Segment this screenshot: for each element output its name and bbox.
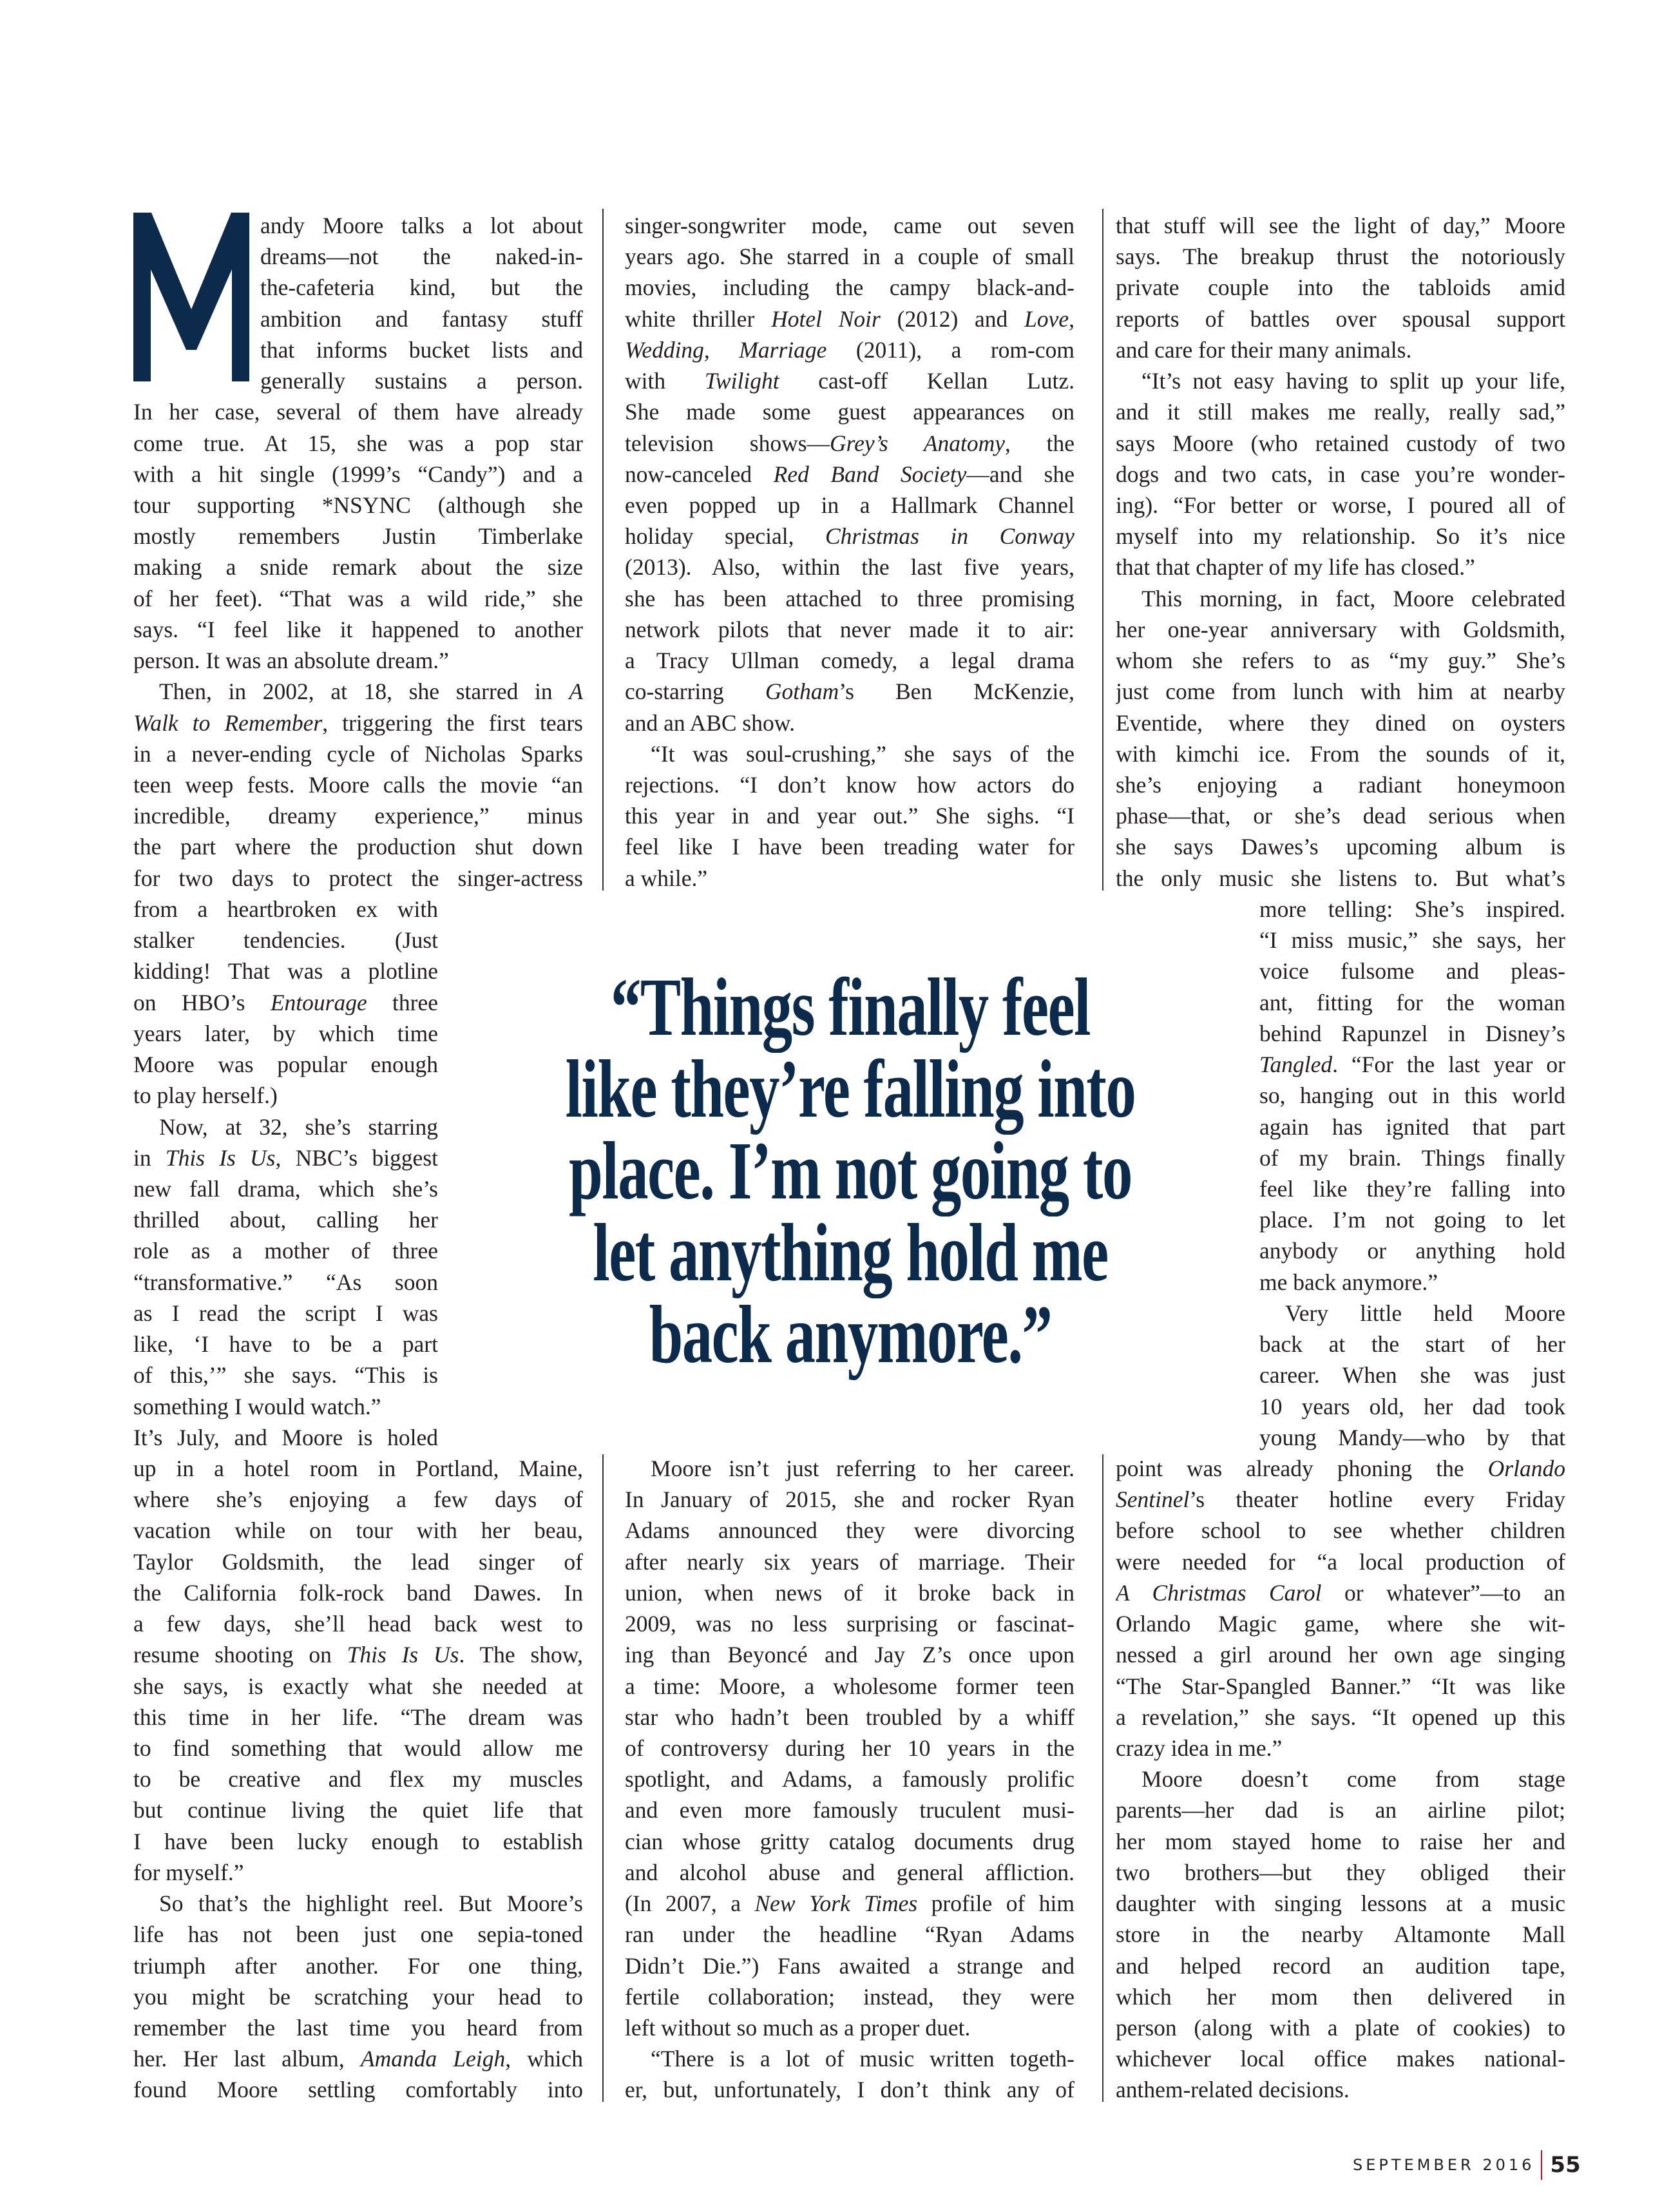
text-line: daughter with singing lessons at a music [1116,1890,1565,1917]
text-line [1116,1484,1565,1515]
text-line: to find something that would allow me [133,1735,583,1761]
text-line: feel like they’re falling into [1259,1175,1565,1202]
text-line: and helped record an audition tape, [1116,1952,1565,1979]
text-run: . “For the last year or [1332,1052,1565,1078]
text-line: vacation while on tour with her beau, [133,1517,583,1544]
text-line: just come from lunch with him at nearby [1116,678,1565,705]
text-line: nessed a girl around her own age singing [1116,1642,1565,1668]
text-line: anthem-related decisions. [1116,2077,1350,2103]
text-line: Moore isn’t just referring to her career. [651,1456,1074,1481]
text-run: (In 2007, a [625,1890,755,1917]
text-line: Moore was popular enough [133,1052,438,1078]
text-run: , triggering the first tears [322,709,583,736]
text-line: stalker tendencies. (Just [133,927,438,954]
text-line: Taylor Goldsmith, the lead singer of [133,1548,583,1575]
text-line: “There is a lot of music written togeth- [651,2046,1074,2072]
pull-quote-line: place. I’m not going to [569,1125,1132,1217]
text-line: remember the last time you heard from [133,2014,583,2041]
text-run: Then, in 2002, at 18, she starred in [159,678,569,705]
text-line: mostly remembers Justin Timberlake [133,523,583,550]
pull-quote-line: back anymore.” [649,1289,1052,1380]
text-line: and alcohol abuse and general affliction. [625,1859,1074,1885]
text-line [133,707,583,738]
italic-title: New York Times [754,1890,918,1917]
issue-date: SEPTEMBER 2016 [1353,2156,1535,2174]
text-line [625,428,1074,459]
text-line: years ago. She starred in a couple of small [625,244,1074,270]
text-line: for myself.” [133,1859,244,1885]
text-line: Adams announced they were divorcing [625,1517,1074,1544]
text-line: the part where the production shut down [133,834,583,860]
text-line: of this,’” she says. “This is [133,1362,438,1389]
text-line: of her feet). “That was a wild ride,” she [133,585,583,611]
column-1-bottom [133,1453,583,2106]
column-2-top [625,210,1074,894]
text-run: (2011), a rom-com [826,336,1074,363]
text-line: place. I’m not going to let [1259,1207,1565,1233]
text-line: reports of battles over spousal support [1116,305,1565,332]
text-line: come true. At 15, she was a pop star [133,430,583,456]
italic-title: A [569,678,583,705]
text-line: person. It was an absolute dream.” [133,648,449,674]
text-line: more telling: She’s inspired. [1259,896,1565,922]
text-line: found Moore settling comfortably into [133,2077,583,2103]
text-run: with [625,368,705,394]
text-line: incredible, dreamy experience,” minus [133,803,583,829]
italic-title: Amanda Leigh [360,2046,506,2072]
text-line: her mom stayed home to raise her and [1116,1828,1565,1854]
text-line: again has ignited that part [1259,1113,1565,1140]
text-line: the only music she listens to. But what’s [1116,865,1565,891]
text-line: this time in her life. “The dream was [133,1704,583,1730]
text-line: ant, fitting for the woman [1259,989,1565,1015]
text-line: spotlight, and Adams, a famously prolific [625,1766,1074,1793]
text-line: that that chapter of my life has closed.” [1116,554,1475,581]
text-line [625,521,1074,552]
text-run: , which [505,2046,583,2072]
text-line: back at the start of her [1259,1331,1565,1358]
text-line: Didn’t Die.”) Fans awaited a strange and [625,1952,1074,1979]
italic-title: Twilight [704,368,779,394]
italic-title: Red Band Society [773,461,967,487]
pull-quote-line: “Things finally feel [610,961,1091,1053]
column-rule-2-bottom [1102,1454,1103,2102]
text-line: fertile collaboration; instead, they were [625,1983,1074,2010]
text-line: “It’s not easy having to split up your life, [1141,368,1565,394]
text-line: network pilots that never made it to air: [625,616,1074,642]
text-line: young Mandy—who by that [1259,1424,1565,1450]
italic-title: Orlando [1487,1456,1565,1481]
text-line: anybody or anything hold [1259,1238,1565,1264]
text-line: In her case, several of them have already [133,399,583,425]
text-line: Now, at 32, she’s starring [159,1113,438,1140]
text-line: that stuff will see the light of day,” Moore [1116,213,1565,238]
text-line: before school to see whether children [1116,1517,1565,1544]
text-line: she says Dawes’s upcoming album is [1116,834,1565,860]
text-run: profile of him [917,1890,1074,1917]
text-run: white thriller [625,305,772,332]
text-line: her one-year anniversary with Goldsmith, [1116,616,1565,642]
text-line: So that’s the highlight reel. But Moore’s [159,1890,583,1917]
text-line: a revelation,” she says. “It opened up this [1116,1704,1565,1730]
text-line: career. When she was just [1259,1362,1565,1389]
text-line: Very little held Moore [1285,1300,1565,1326]
text-line: thrilled about, calling her [133,1207,438,1233]
text-line: kidding! That was a plotline [133,958,438,985]
text-line: left without so much as a proper duet. [625,2014,971,2041]
text-line: to play herself.) [133,1082,278,1109]
text-line [625,1888,1074,1919]
text-line: and even more famously truculent musi- [625,1797,1074,1823]
text-line: cian whose gritty catalog documents drug [625,1828,1074,1854]
text-run: . The show, [459,1642,583,1668]
text-line: person (along with a plate of cookies) to [1116,2014,1565,2041]
text-line: where she’s enjoying a few days of [133,1486,583,1513]
text-line: so, hanging out in this world [1259,1082,1565,1109]
italic-title: Sentinel [1116,1486,1190,1513]
italic-title: Gotham [765,678,839,705]
italic-title: Love, [1024,305,1074,332]
text-line: up in a hotel room in Portland, Maine, [133,1456,583,1481]
text-line [133,676,583,707]
column-1-middle [133,894,438,1453]
pull-quote [451,961,1250,1380]
text-line: something I would watch.” [133,1393,381,1419]
text-line: to be creative and flex my muscles [133,1766,583,1793]
text-line: and care for their many animals. [1116,336,1412,363]
text-line: as I read the script I was [133,1300,438,1326]
text-run: cast-off Kellan Lutz. [779,368,1074,394]
text-line [133,2043,583,2074]
text-line: with a hit single (1999’s “Candy”) and a [133,461,583,487]
text-line: 2009, was no less surprising or fascinat- [625,1611,1074,1637]
text-line: and it still makes me really, really sad,” [1116,399,1565,425]
text-line: store in the nearby Altamonte Mall [1116,1921,1565,1948]
text-line: andy Moore talks a lot about [260,213,583,238]
text-line: “It was soul-crushing,” she says of the [651,740,1074,767]
text-line: Moore doesn’t come from stage [1141,1766,1565,1793]
text-line: In January of 2015, she and rocker Ryan [625,1486,1074,1513]
italic-title: A Christmas Carol [1116,1579,1322,1606]
text-line: dreams—not the naked-in- [260,244,583,270]
text-run: her. Her last album, [133,2046,361,2072]
text-line: singer-songwriter mode, came out seven [625,213,1074,238]
page-number: 55 [1550,2152,1581,2178]
text-line [625,459,1074,490]
text-line: generally sustains a person. [260,368,583,394]
text-run: resume shooting on [133,1642,347,1668]
text-run: point was already phoning the [1116,1456,1488,1481]
text-line: She made some guest appearances on [625,399,1074,425]
column-rule-1-top [602,209,604,890]
text-line: she says, is exactly what she needed at [133,1673,583,1699]
text-line: of controversy during her 10 years in the [625,1735,1074,1761]
text-line: Eventide, where they dined on oysters [1116,709,1565,736]
text-line [133,987,438,1018]
text-line: phase—that, or she’s dead serious when [1116,803,1565,829]
text-line: myself into my relationship. So it’s nice [1116,523,1565,550]
text-line: a time: Moore, a wholesome former teen [625,1673,1074,1699]
italic-title: This Is Us [165,1144,276,1171]
text-line: making a snide remark about the size [133,554,583,581]
italic-title: Tangled [1259,1052,1333,1078]
text-line: a few days, she’ll head back west to [133,1611,583,1637]
text-run: co-starring [625,678,765,705]
column-3-top [1116,210,1565,894]
column-3-bottom [1116,1453,1565,2106]
text-line: It’s July, and Moore is holed [133,1424,438,1450]
text-line: (2013). Also, within the last five years, [625,554,1074,581]
text-line: which her mom then delivered in [1116,1983,1565,2010]
text-line: the California folk-rock band Dawes. In [133,1579,583,1606]
text-line: rejections. “I don’t know how actors do [625,771,1074,798]
text-line: two brothers—but they obliged their [1116,1859,1565,1885]
text-line: life has not been just one sepia-toned [133,1921,583,1948]
text-line: dogs and two cats, in case you’re wonder- [1116,461,1565,487]
text-line: union, when news of it broke back in [625,1579,1074,1606]
text-line: from a heartbroken ex with [133,896,438,922]
column-1-top [133,210,583,894]
text-line: says Moore (who retained custody of two [1116,430,1565,456]
text-line: movies, including the campy black-and- [625,274,1074,301]
text-line: even popped up in a Hallmark Channel [625,492,1074,518]
text-line: role as a mother of three [133,1238,438,1264]
text-line: feel like I have been treading water for [625,834,1074,860]
text-run: ’s Ben McKenzie, [839,678,1074,705]
text-line [133,1142,438,1173]
text-line: in a never-ending cycle of Nicholas Sparks [133,740,583,767]
text-run: or whatever”—to an [1321,1579,1565,1606]
text-line: “I miss music,” she says, her [1259,927,1565,954]
text-line: this year in and year out.” She sighs. “I [625,803,1074,829]
text-line: ran under the headline “Ryan Adams [625,1921,1074,1948]
text-run: , NBC’s biggest [275,1144,438,1171]
column-rule-2-top [1102,209,1103,890]
text-line: and an ABC show. [625,709,795,736]
text-line [1116,1453,1565,1484]
text-line: “The Star-Spangled Banner.” “It was like [1116,1673,1565,1699]
text-line: says. The breakup thrust the notoriously [1116,244,1565,270]
text-run: (2012) and [880,305,1025,332]
italic-title: Christmas in Conway [825,523,1074,550]
text-line: teen weep fests. Moore calls the movie “an [133,771,583,798]
text-line: This morning, in fact, Moore celebrated [1141,585,1565,611]
text-run: holiday special, [625,523,825,550]
text-line: but continue living the quiet life that [133,1797,583,1823]
text-run: three [367,989,438,1015]
text-line: says. “I feel like it happened to another [133,616,583,642]
text-line: of my brain. Things finally [1259,1144,1565,1171]
text-line: like, ‘I have to be a part [133,1331,438,1358]
text-line [1259,1049,1565,1080]
text-line: ing). “For better or worse, I poured all of [1116,492,1565,518]
text-line: Orlando Magic game, where she wit- [1116,1611,1565,1637]
text-run: —and she [966,461,1074,487]
text-line: whichever local office makes national- [1116,2046,1565,2072]
text-line [133,1639,583,1670]
italic-title: Grey’s Anatomy [830,430,1006,456]
text-line: new fall drama, which she’s [133,1175,438,1202]
text-line: private couple into the tabloids amid [1116,274,1565,301]
text-run: on HBO’s [133,989,271,1015]
text-line [625,676,1074,707]
text-line: 10 years old, her dad took [1259,1393,1565,1419]
text-line [625,334,1074,365]
italic-title: Hotel Noir [771,305,881,332]
italic-title: Entourage [270,989,367,1015]
text-line: me back anymore.” [1259,1269,1438,1295]
text-line: she’s enjoying a radiant honeymoon [1116,771,1565,798]
text-run: television shows— [625,430,830,456]
text-run: now-canceled [625,461,774,487]
text-run: , the [1005,430,1074,456]
page-footer [1353,2149,1581,2181]
text-line: the-cafeteria kind, but the [260,274,583,301]
text-line: star who hadn’t been troubled by a whiff [625,1704,1074,1730]
text-line: you might be scratching your head to [133,1983,583,2010]
text-line: er, but, unfortunately, I don’t think any of [625,2077,1074,2103]
text-line: she has been attached to three promising [625,585,1074,611]
text-line: parents—her dad is an airline pilot; [1116,1797,1565,1823]
italic-title: Wedding, Marriage [625,336,827,363]
text-line [1116,1577,1565,1608]
text-line: triumph after another. For one thing, [133,1952,583,1979]
text-line [625,303,1074,334]
text-line: with kimchi ice. From the sounds of it, [1116,740,1565,767]
text-line: ambition and fantasy stuff [260,305,583,332]
footer-divider [1541,2150,1542,2180]
text-line [625,365,1074,396]
column-3-middle [1259,894,1565,1453]
text-line: after nearly six years of marriage. Their [625,1548,1074,1575]
pull-quote-line: like they’re falling into [565,1043,1136,1135]
text-line: behind Rapunzel in Disney’s [1259,1020,1565,1046]
text-line: were needed for “a local production of [1116,1548,1565,1575]
text-line: that informs bucket lists and [260,336,583,363]
text-line: voice fulsome and pleas- [1259,958,1565,985]
text-run: ’s theater hotline every Friday [1189,1486,1565,1513]
text-line: a Tracy Ullman comedy, a legal drama [625,648,1074,674]
text-line: crazy idea in me.” [1116,1735,1283,1761]
text-line: for two days to protect the singer-actress [133,865,583,891]
text-line: a while.” [625,865,708,891]
text-line: ing than Beyoncé and Jay Z’s once upon [625,1642,1074,1668]
text-line: years later, by which time [133,1020,438,1046]
italic-title: This Is Us [347,1642,459,1668]
pull-quote-line: let anything hold me [593,1207,1108,1298]
text-line: I have been lucky enough to establish [133,1828,583,1854]
text-line: tour supporting *NSYNC (although she [133,492,583,518]
column-2-bottom [625,1453,1074,2106]
italic-title: Walk to Remember [133,709,323,736]
column-rule-1-bottom [602,1454,604,2102]
text-line: “transformative.” “As soon [133,1269,438,1295]
text-run: in [133,1144,166,1171]
text-line: whom she refers to as “my guy.” She’s [1116,648,1565,674]
